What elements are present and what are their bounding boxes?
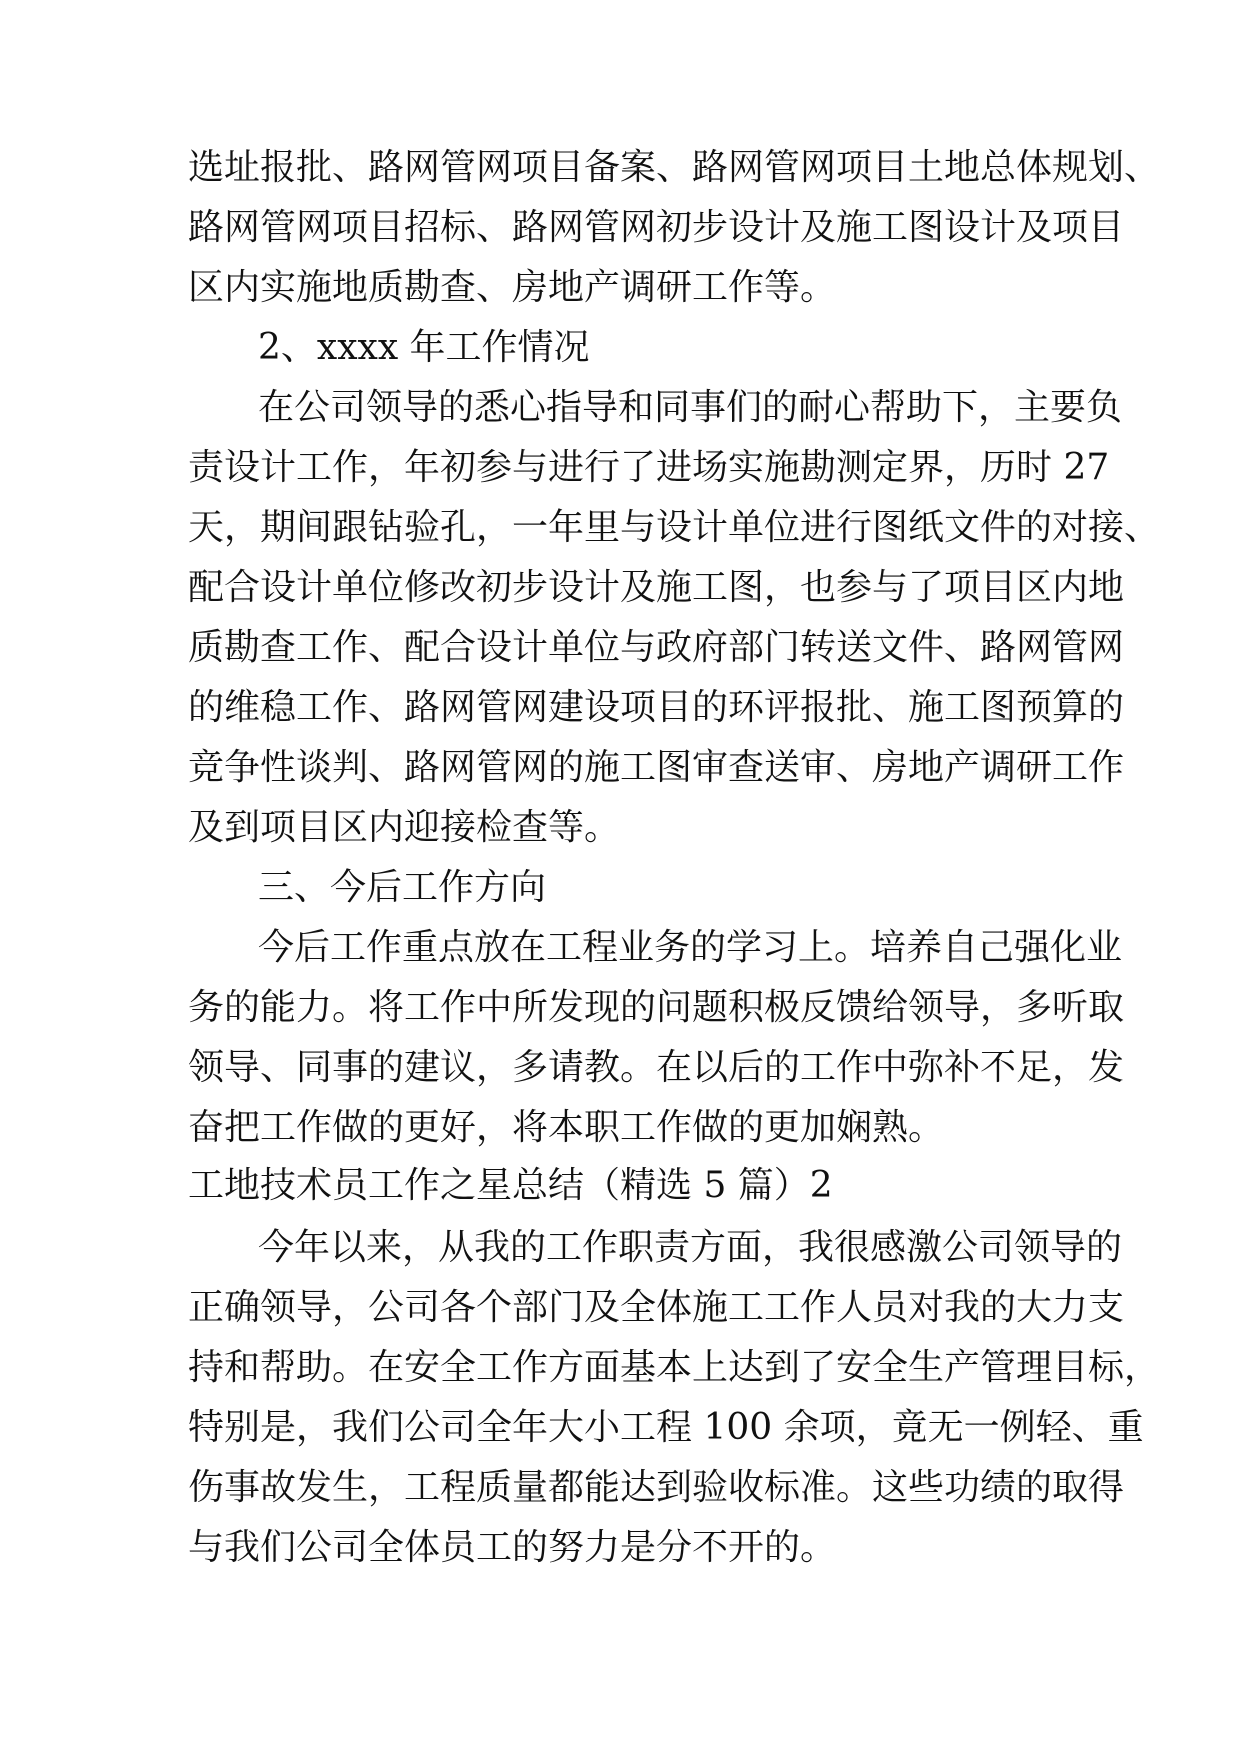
paragraph-line: 路网管网项目招标、路网管网初步设计及施工图设计及项目	[188, 207, 1125, 248]
paragraph-line: 竞争性谈判、路网管网的施工图审查送审、房地产调研工作	[188, 747, 1125, 788]
paragraph-line: 在公司领导的悉心指导和同事们的耐心帮助下，主要负	[258, 387, 1123, 428]
paragraph-line: 今后工作重点放在工程业务的学习上。培养自己强化业	[258, 927, 1123, 968]
article-title: 工地技术员工作之星总结（精选 5 篇）2	[188, 1165, 833, 1206]
paragraph-line: 责设计工作，年初参与进行了进场实施勘测定界，历时 27	[188, 447, 1110, 488]
paragraph-line: 的维稳工作、路网管网建设项目的环评报批、施工图预算的	[188, 687, 1125, 728]
paragraph-line: 质勘查工作、配合设计单位与政府部门转送文件、路网管网	[188, 627, 1125, 668]
section-heading: 三、今后工作方向	[258, 867, 547, 908]
paragraph-line: 持和帮助。在安全工作方面基本上达到了安全生产管理目标，	[188, 1347, 1161, 1388]
paragraph-line: 奋把工作做的更好，将本职工作做的更加娴熟。	[188, 1107, 945, 1148]
paragraph-line: 务的能力。将工作中所发现的问题积极反馈给领导，多听取	[188, 987, 1125, 1028]
paragraph-line: 配合设计单位修改初步设计及施工图，也参与了项目区内地	[188, 567, 1125, 608]
paragraph-line: 与我们公司全体员工的努力是分不开的。	[188, 1527, 837, 1568]
paragraph-line: 区内实施地质勘查、房地产调研工作等。	[188, 267, 837, 308]
paragraph-line: 特别是，我们公司全年大小工程 100 余项，竟无一例轻、重	[188, 1407, 1144, 1448]
section-heading: 2、xxxx 年工作情况	[258, 327, 590, 368]
paragraph-line: 今年以来，从我的工作职责方面，我很感激公司领导的	[258, 1227, 1123, 1268]
paragraph-line: 及到项目区内迎接检查等。	[188, 807, 621, 848]
paragraph-line: 选址报批、路网管网项目备案、路网管网项目土地总体规划、	[188, 147, 1161, 188]
paragraph-line: 天，期间跟钻验孔，一年里与设计单位进行图纸文件的对接、	[188, 507, 1161, 548]
paragraph-line: 伤事故发生，工程质量都能达到验收标准。这些功绩的取得	[188, 1467, 1125, 1508]
paragraph-line: 领导、同事的建议，多请教。在以后的工作中弥补不足，发	[188, 1047, 1125, 1088]
paragraph-line: 正确领导，公司各个部门及全体施工工作人员对我的大力支	[188, 1287, 1125, 1328]
